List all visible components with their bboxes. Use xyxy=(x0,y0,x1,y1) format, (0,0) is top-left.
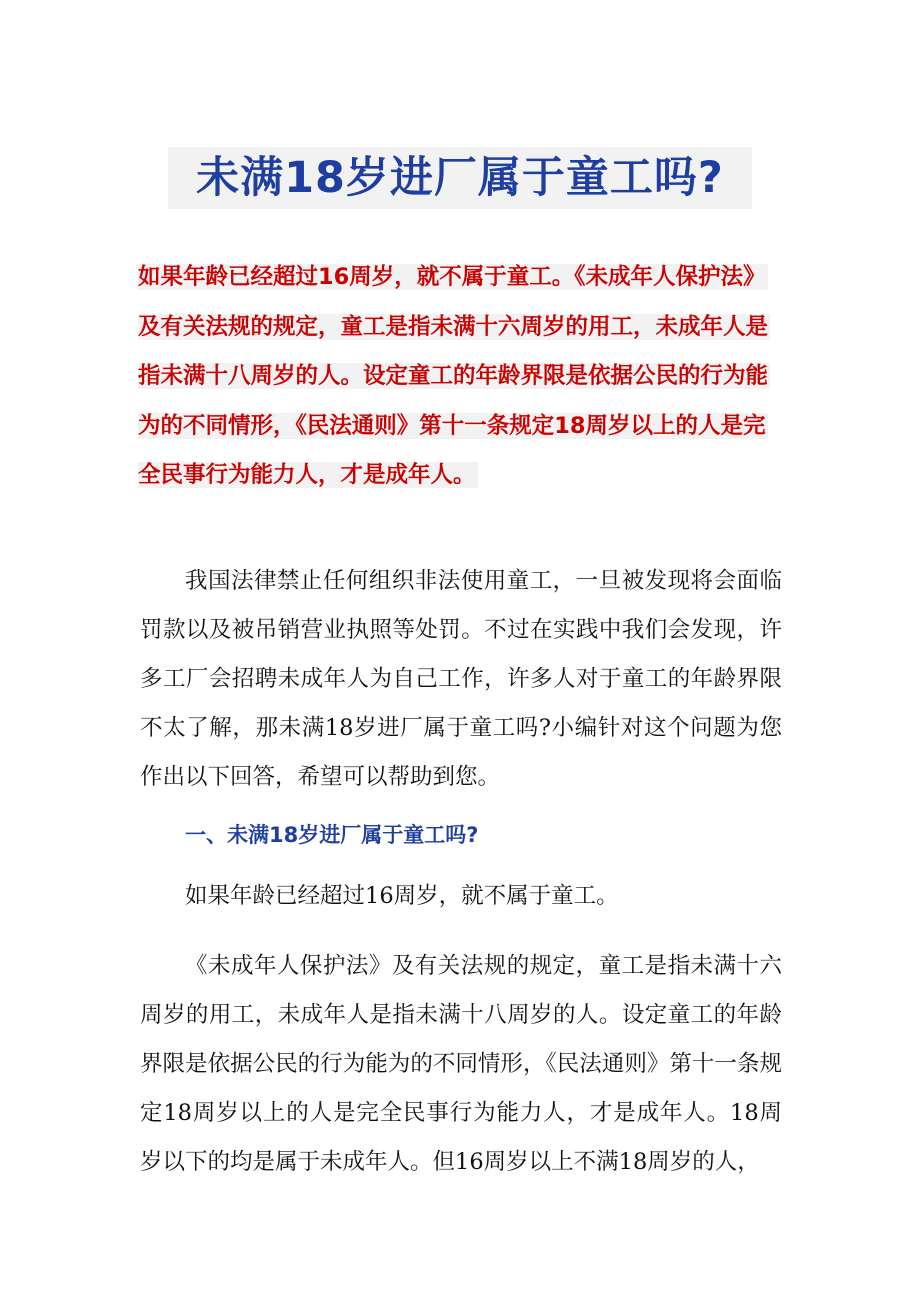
section-heading: 一、未满18岁进厂属于童工吗? xyxy=(185,823,479,847)
summary-text: 如果年龄已经超过16周岁，就不属于童工。《未成年人保护法》及有关法规的规定，童工是指未满十六周岁的用工，未成年人是指未满十八周岁的人。设定童工的年龄界限是依据公民的行为能为的不同情形，《民法通则》第十一条规定18周岁以上的人是完全民事行为能力人，才是成年人。 xyxy=(138,264,769,488)
intro-paragraph: 我国法律禁止任何组织非法使用童工，一旦被发现将会面临罚款以及被吊销营业执照等处罚。不过在实践中我们会发现，许多工厂会招聘未成年人为自己工作，许多人对于童工的年龄界限不太了解，那未满18岁进厂属于童工吗?小编针对这个问题为您作出以下回答，希望可以帮助到您。 xyxy=(140,568,782,790)
section-paragraph-2: 《未成年人保护法》及有关法规的规定，童工是指未满十六周岁的用工，未成年人是指未满十八周岁的人。设定童工的年龄界限是依据公民的行为能为的不同情形，《民法通则》第十一条规定18周岁以上的人是完全民事行为能力人，才是成年人。18周岁以下的均是属于未成年人。但16周岁以上不满18周岁的人， xyxy=(140,953,782,1175)
section-paragraph-1: 如果年龄已经超过16周岁，就不属于童工。 xyxy=(185,883,619,909)
document-title: 未满18岁进厂属于童工吗? xyxy=(168,147,752,209)
summary-paragraph xyxy=(138,253,788,501)
